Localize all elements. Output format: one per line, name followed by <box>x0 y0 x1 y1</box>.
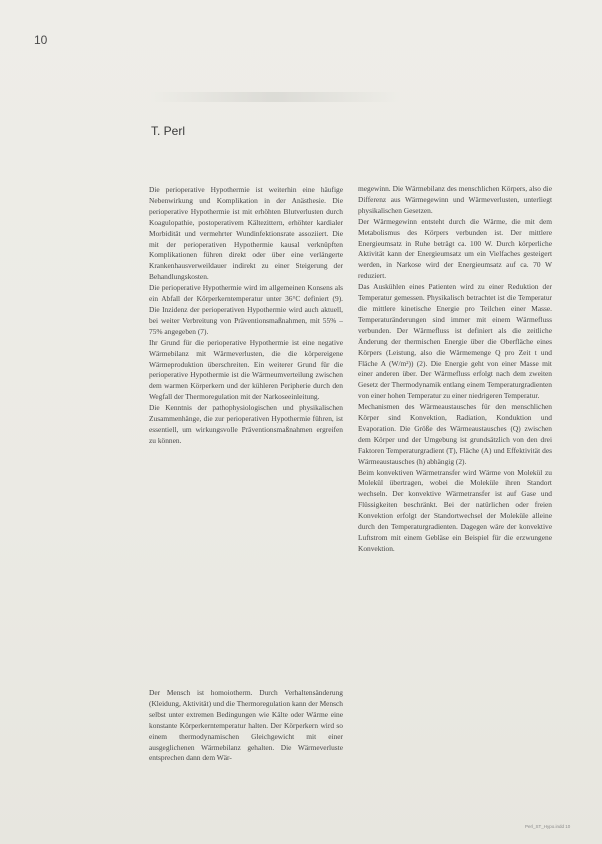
page-number: 10 <box>34 33 48 47</box>
paragraph: Beim konvektiven Wärmetransfer wird Wärme von Molekül zu Molekül übertragen, wobei die Moleküle ihren Standort wechseln. Der konvektive Wärmetransfer ist auf Gase und Flüssigkeiten beschränkt. Bei der natürlichen oder freien Konvektion erfolgt der Standortwechsel der Moleküle alleine durch den Temperaturgradienten. Dagegen wäre der konvektive Luftstrom mit einem Gebläse ein Beispiel für die erzwungene Konvektion. <box>358 467 552 553</box>
paragraph: Ihr Grund für die perioperative Hypothermie ist eine negative Wärmebilanz mit Wärmeverlusten, die die körpereigene Wärmeproduktion überschreiten. Ein weiterer Grund für die perioperative Hypothermie ist die Wärmeumverteilung zwischen dem warmen Körperkern und der kühleren Peripherie durch den Wegfall der Thermoregulation mit der Narkoseeinleitung. <box>149 337 343 402</box>
paragraph: Der Wärmegewinn entsteht durch die Wärme, die mit dem Metabolismus des Körpers verbunden ist. Der mittlere Energieumsatz in Ruhe beträgt ca. 100 W. Durch körperliche Aktivität kann der Energieumsatz um ein Vielfaches gesteigert werden, in Narkose wird der Energieumsatz auf ca. 70 W reduziert. <box>358 216 552 281</box>
paragraph: Das Auskühlen eines Patienten wird zu einer Reduktion der Temperatur gemessen. Physikalisch betrachtet ist die Temperatur die mittlere kinetische Energie pro Teilchen einer Masse. Temperaturänderungen sind immer mit einem Wärmefluss verbunden. Der Wärmefluss ist definiert als die zeitliche Änderung der thermischen Energie über die Oberfläche eines Körpers (Leistung, also die Wärmemenge Q pro Zeit t und Fläche A (W/m²)) (2). Die Energie geht von einer Masse mit einer anderen über. Der Wärmefluss erfolgt nach dem zweiten Gesetz der Thermodynamik entlang einem Temperaturgradienten von einer hohen Temperatur zu einer niedrigeren Temperatur. <box>358 282 552 401</box>
print-footer: Perl_ST_Hypo.indd 10 <box>525 824 571 829</box>
right-column <box>358 184 552 555</box>
paragraph: Die Kenntnis der pathophysiologischen und physikalischen Zusammenhänge, die zur perioperativen Hypothermie führen, ist essentiell, um wirkungsvolle Präventionsmaßnahmen ergreifen zu können. <box>149 403 343 445</box>
author-name: T. Perl <box>151 124 186 138</box>
left-column <box>149 185 343 447</box>
faded-chapter-title <box>150 92 400 102</box>
paragraph: Die perioperative Hypothermie wird im allgemeinen Konsens als ein Abfall der Körperkerntemperatur unter 36°C definiert (9). Die Inzidenz der perioperativen Hypothermie wird auch aktuell, bei weiter Verbreitung von Präventionsmaßnahmen, mit 55% – 75% angegeben (7). <box>149 283 343 336</box>
paragraph: Der Mensch ist homoiotherm. Durch Verhaltensänderung (Kleidung, Aktivität) und die Thermoregulation kann der Mensch selbst unter extremen Bedingungen wie Kälte oder Wärme eine konstante Körperkerntemperatur halten. Der Körperkern wird so einem thermodynamischen Gleichgewicht mit einer ausgeglichenen Wärmebilanz gehalten. Die Wärmeverluste entsprechen dann dem Wär- <box>149 688 343 763</box>
paragraph: megewinn. Die Wärmebilanz des menschlichen Körpers, also die Differenz aus Wärmegewinn und Wärmeverlusten, unterliegt physikalischen Gesetzen. <box>358 184 552 215</box>
paragraph: Mechanismen des Wärmeaustausches für den menschlichen Körper sind Konvektion, Radiation, Konduktion und Evaporation. Die Größe des Wärmeaustausches (Q) zwischen dem Körper und der Umgebung ist grundsätzlich von den drei Faktoren Temperaturgradient (T), Fläche (A) und Effektivität des Wärmeaustausches (h) abhängig (2). <box>358 402 552 466</box>
left-column-section-2 <box>149 688 343 764</box>
paragraph: Die perioperative Hypothermie ist weiterhin eine häufige Nebenwirkung und Komplikation in der Anästhesie. Die perioperative Hypothermie ist mit erhöhten Blutverlusten durch Koagulopathie, postoperativem Kältezittern, erhöhter kardialer Morbidität und vermehrter Wundinfektionsrate assoziiert. Die mit der perioperativen Hypothermie kausal verknüpften Komplikationen führen direkt oder über eine verlängerte Krankenhausverweildauer indirekt zu einer Steigerung der Behandlungskosten. <box>149 185 343 282</box>
